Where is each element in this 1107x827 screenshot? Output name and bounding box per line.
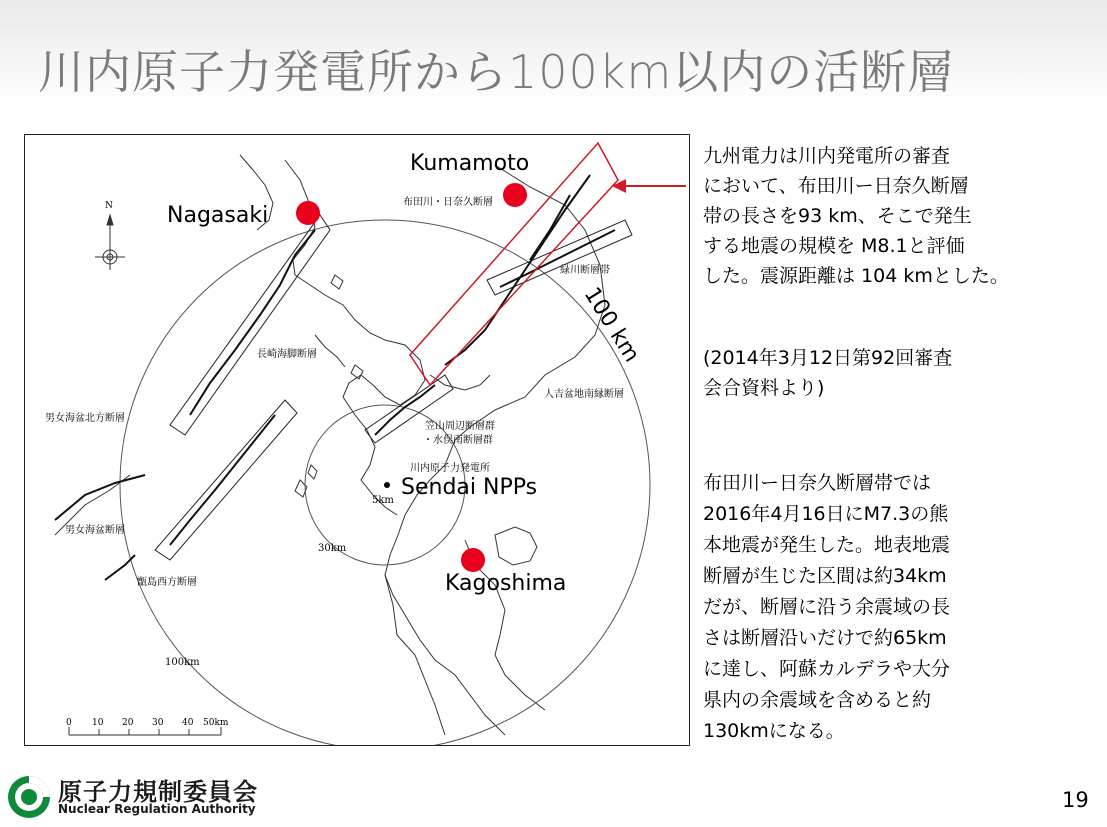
- text-line: 2016年4月16日にM7.3の熊: [703, 503, 949, 525]
- text-line: 本地震が発生した。地表地震: [703, 534, 951, 556]
- marker-kumamoto: [503, 183, 527, 207]
- label-koshiki-fault: 甑島西方断層: [137, 577, 197, 588]
- label-kumamoto: Kumamoto: [410, 151, 530, 176]
- label-futagawa-fault: 布田川・日奈久断層: [403, 197, 493, 208]
- logo-name-jp: 原子力規制委員会: [58, 778, 258, 806]
- scale-tick: 0: [66, 718, 72, 728]
- label-danjo-north-fault: 男女海盆北方断層: [45, 413, 125, 424]
- text-line: 130kmになる。: [703, 720, 845, 742]
- marker-sendai-npp: [384, 482, 390, 488]
- text-line: において、布田川ー日奈久断層: [703, 175, 969, 197]
- scale-tick: 40: [182, 718, 194, 728]
- label-ring-30km: 30km: [318, 543, 347, 554]
- label-100km-radius: 100 km: [578, 283, 645, 367]
- text-line: に達し、阿蘇カルデラや大分: [703, 658, 951, 680]
- text-line: 会合資料より): [703, 377, 825, 399]
- text-line: だが、断層に沿う余震域の長: [703, 596, 951, 618]
- nra-emblem-icon: [6, 774, 52, 820]
- text-line: 県内の余震域を含めると約: [703, 689, 932, 711]
- text-block-assessment: [703, 141, 1009, 291]
- text-line: 断層が生じた区間は約34km: [703, 565, 947, 587]
- label-kasayama-fault-2: ・水俣南断層群: [423, 435, 493, 446]
- text-line: (2014年3月12日第92回審査: [703, 347, 953, 369]
- scale-bar: [69, 727, 221, 735]
- label-nagasaki-kaikyaku-fault: 長崎海脚断層: [257, 349, 317, 360]
- label-midorikawa-fault: 緑川断層帯: [560, 265, 610, 276]
- label-kagoshima: Kagoshima: [445, 571, 567, 596]
- text-line: 帯の長さを93 km、そこで発生: [703, 205, 972, 227]
- logo-name-en: Nuclear Regulation Authority: [58, 802, 256, 816]
- north-arrow-icon: [95, 215, 125, 270]
- label-sendai-npps: Sendai NPPs: [401, 475, 538, 500]
- marker-nagasaki: [296, 201, 320, 225]
- text-line: する地震の規模を M8.1と評価: [703, 235, 965, 257]
- north-label: N: [105, 201, 113, 211]
- marker-kagoshima: [461, 548, 485, 572]
- label-kasayama-fault-1: 笠山周辺断層群: [425, 421, 495, 432]
- label-hitoyoshi-fault: 人吉盆地南縁断層: [544, 389, 624, 400]
- nra-logo: [6, 772, 286, 822]
- label-danjo-fault: 男女海盆断層: [65, 525, 125, 536]
- text-line: 九州電力は川内発電所の審査: [703, 145, 951, 167]
- label-nagasaki: Nagasaki: [167, 203, 269, 228]
- label-ring-5km: 5km: [372, 495, 394, 506]
- label-ring-100km: 100km: [165, 657, 200, 668]
- text-line: 布田川ー日奈久断層帯では: [703, 472, 932, 494]
- scale-tick: 20: [122, 718, 134, 728]
- page-number: 19: [1062, 788, 1089, 812]
- scale-tick: 50km: [203, 718, 229, 728]
- text-block-source: [703, 343, 952, 403]
- text-line: した。震源距離は 104 kmとした。: [703, 265, 1009, 287]
- slide-title: 川内原子力発電所から100km以内の活断層: [38, 45, 955, 99]
- scale-tick: 10: [92, 718, 104, 728]
- scale-tick: 30: [152, 718, 164, 728]
- map-graphic: [25, 135, 689, 745]
- fault-map: [24, 134, 690, 746]
- fault-box-nagasaki: [170, 215, 330, 435]
- text-line: さは断層沿いだけで約65km: [703, 627, 947, 649]
- text-block-kumamoto-quake: [703, 468, 950, 747]
- label-sendai-npp-jp: 川内原子力発電所: [410, 463, 490, 474]
